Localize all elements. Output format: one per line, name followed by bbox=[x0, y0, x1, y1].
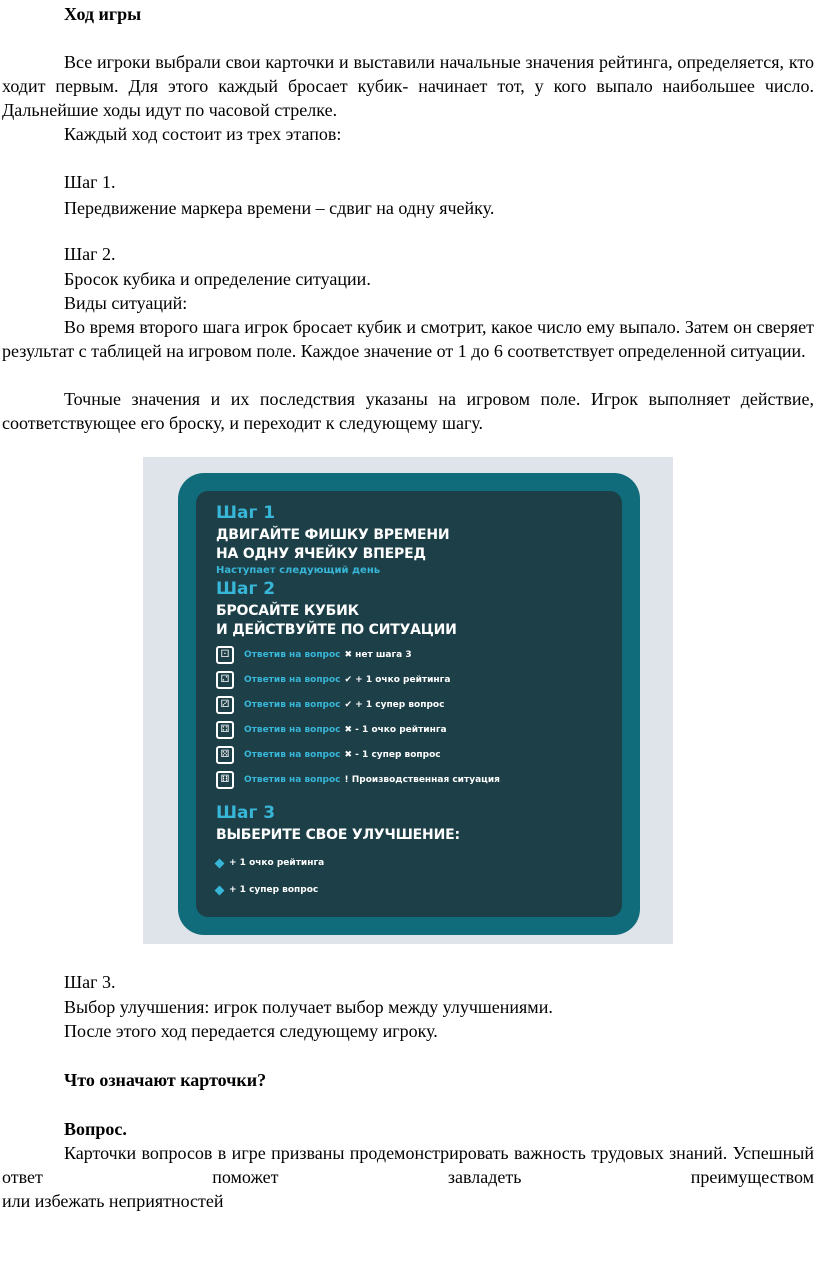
dice-row-result: ✖ - 1 очко рейтинга bbox=[344, 725, 447, 735]
dice-row-result: ! Производственная ситуация bbox=[344, 775, 500, 785]
die-five-icon: ⚄ bbox=[216, 746, 234, 764]
dice-row-result: ✖ нет шага 3 bbox=[344, 650, 412, 660]
dice-row-result: ✔ + 1 очко рейтинга bbox=[344, 675, 451, 685]
dice-row-4 bbox=[216, 719, 447, 741]
dice-row-6 bbox=[216, 769, 500, 791]
question-text-line1: Карточки вопросов в игре призваны продемонстрировать важность трудовых знаний. Успешный ответ поможет завладеть преимуществом bbox=[2, 1143, 814, 1187]
step3-after: После этого ход передается следующему игроку. bbox=[64, 1021, 438, 1041]
question-heading: Вопрос. bbox=[64, 1119, 127, 1139]
rules-card-inner bbox=[196, 491, 622, 917]
card-step1-subtitle: Наступает следующий день bbox=[216, 565, 381, 576]
card-step1-heading-line1: ДВИГАЙТЕ ФИШКУ ВРЕМЕНИ bbox=[216, 527, 450, 543]
dice-row-label: Ответив на вопрос bbox=[244, 725, 341, 735]
step2-paragraph-2: Точные значения и их последствия указаны на игровом поле. Игрок выполняет действие, соответствующее его броску, и переходит к следующему шагу. bbox=[2, 389, 814, 433]
card-step2-heading-line1: БРОСАЙТЕ КУБИК bbox=[216, 603, 359, 619]
upgrade-option-text: + 1 очко рейтинга bbox=[229, 858, 325, 868]
diamond-bullet-icon bbox=[215, 885, 225, 895]
dice-row-label: Ответив на вопрос bbox=[244, 650, 341, 660]
intro-paragraph: Все игроки выбрали свои карточки и выставили начальные значения рейтинга, определяется, кто ходит первым. Для этого каждый бросает кубик- начинает тот, у кого выпало наибольшее число. Дальнейшие ходы идут по часовой стрелке. bbox=[2, 52, 814, 120]
card-step1-label: Шаг 1 bbox=[216, 503, 276, 523]
card-step2-heading-line2: И ДЕЙСТВУЙТЕ ПО СИТУАЦИИ bbox=[216, 622, 457, 638]
card-step2-label: Шаг 2 bbox=[216, 579, 276, 599]
cards-heading: Что означают карточки? bbox=[64, 1070, 267, 1090]
dice-row-label: Ответив на вопрос bbox=[244, 750, 341, 760]
card-photo bbox=[143, 457, 673, 944]
question-text-line2: или избежать неприятностей bbox=[2, 1191, 224, 1211]
dice-row-label: Ответив на вопрос bbox=[244, 675, 341, 685]
step2-kinds: Виды ситуаций: bbox=[64, 293, 188, 313]
dice-row-2 bbox=[216, 669, 450, 691]
rules-card bbox=[178, 473, 640, 935]
step3-text: Выбор улучшения: игрок получает выбор между улучшениями. bbox=[64, 997, 553, 1017]
dice-row-result: ✖ - 1 супер вопрос bbox=[344, 750, 441, 760]
upgrade-option-2 bbox=[216, 878, 318, 902]
dice-row-result: ✔ + 1 супер вопрос bbox=[344, 700, 445, 710]
dice-row-5 bbox=[216, 744, 441, 766]
die-two-icon: ⚁ bbox=[216, 671, 234, 689]
die-one-icon: ⚀ bbox=[216, 646, 234, 664]
die-six-icon: ⚅ bbox=[216, 771, 234, 789]
die-three-icon: ⚂ bbox=[216, 696, 234, 714]
stages-line: Каждый ход состоит из трех этапов: bbox=[64, 124, 342, 144]
card-step3-label: Шаг 3 bbox=[216, 803, 276, 823]
section-title: Ход игры bbox=[64, 4, 142, 24]
step2-text: Бросок кубика и определение ситуации. bbox=[64, 269, 371, 289]
diamond-bullet-icon bbox=[215, 858, 225, 868]
dice-row-1 bbox=[216, 644, 412, 666]
step3-title: Шаг 3. bbox=[64, 972, 116, 992]
step1-title: Шаг 1. bbox=[64, 172, 116, 192]
step1-text: Передвижение маркера времени – сдвиг на одну ячейку. bbox=[64, 198, 495, 218]
step2-paragraph-1: Во время второго шага игрок бросает кубик и смотрит, какое число ему выпало. Затем он сверяет результат с таблицей на игровом поле. Каждое значение от 1 до 6 соответствует определенной ситуации. bbox=[2, 317, 814, 361]
step2-title: Шаг 2. bbox=[64, 244, 116, 264]
dice-row-label: Ответив на вопрос bbox=[244, 775, 341, 785]
dice-row-3 bbox=[216, 694, 444, 716]
upgrade-option-1 bbox=[216, 851, 324, 875]
die-four-icon: ⚃ bbox=[216, 721, 234, 739]
upgrade-option-text: + 1 супер вопрос bbox=[229, 885, 319, 895]
dice-row-label: Ответив на вопрос bbox=[244, 700, 341, 710]
card-step3-heading: ВЫБЕРИТЕ СВОЕ УЛУЧШЕНИЕ: bbox=[216, 827, 460, 843]
card-step1-heading-line2: НА ОДНУ ЯЧЕЙКУ ВПЕРЕД bbox=[216, 546, 426, 562]
